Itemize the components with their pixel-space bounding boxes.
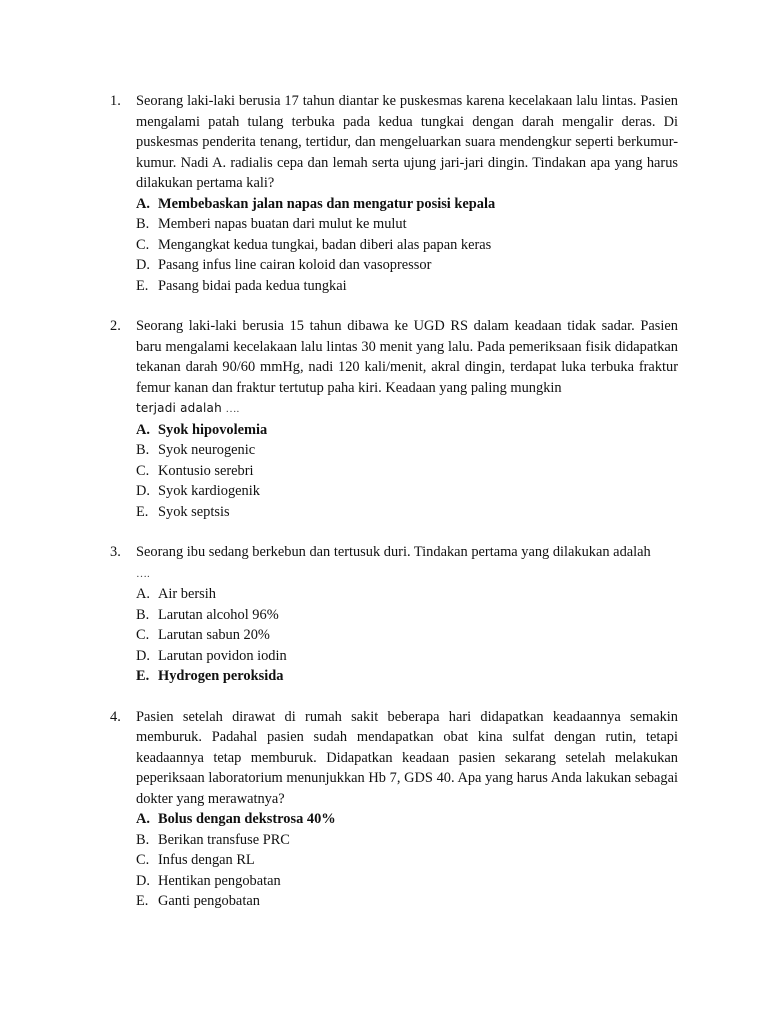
question-4 — [110, 707, 678, 912]
option-letter: C. — [136, 236, 150, 253]
option-e — [136, 891, 678, 912]
answer-blank: …. — [136, 567, 150, 580]
question-number: 2. — [110, 318, 121, 334]
option-letter: B. — [136, 216, 150, 232]
question-text-body: Seorang ibu sedang berkebun dan tertusuk duri. Tindakan pertama yang dilakukan adalah — [136, 544, 651, 560]
option-letter: B. — [136, 442, 150, 458]
option-text: Larutan alcohol 96% — [158, 606, 279, 623]
option-list — [136, 194, 678, 297]
option-list — [136, 584, 678, 687]
option-text: Larutan povidon iodin — [158, 647, 287, 664]
option-letter: A. — [136, 586, 150, 602]
question-text: Pasien setelah dirawat di rumah sakit beberapa hari didapatkan keadaannya semakin memburuk. Padahal pasien sudah mendapatkan obat kina sulfat dengan rutin, tetapi keadaannya tetap memburuk. Didapatkan keadaan pasien sekarang setelah melakukan peperiksaan laboratorium menunjukkan Hb 7, GDS 40. Apa yang harus Anda lakukan sebagai dokter yang merawatnya? — [136, 708, 678, 807]
option-text: Hydrogen peroksida — [158, 668, 284, 684]
option-letter: E. — [136, 503, 149, 520]
option-text: Hentikan pengobatan — [158, 872, 281, 889]
answer-blank: …. — [225, 403, 240, 415]
question-number: 4. — [110, 708, 121, 725]
option-letter: A. — [136, 195, 150, 212]
option-text: Berikan transfuse PRC — [158, 831, 290, 848]
option-b — [136, 440, 678, 461]
option-letter: B. — [136, 831, 150, 848]
option-b — [136, 214, 678, 235]
option-text: Syok kardiogenik — [158, 483, 260, 499]
option-text: Kontusio serebri — [158, 462, 254, 479]
option-letter: A. — [136, 421, 150, 438]
option-text: Syok hipovolemia — [158, 421, 268, 438]
option-a-correct — [136, 194, 678, 215]
option-letter: E. — [136, 893, 149, 909]
option-d — [136, 871, 678, 892]
question-text — [136, 316, 678, 420]
option-d — [136, 646, 678, 667]
question-text: Seorang laki-laki berusia 17 tahun diantar ke puskesmas karena kecelakaan lalu lintas. Pasien mengalami patah tulang terbuka pada kedua tungkai dengan darah mengalir deras. Di puskesmas penderita tenang, tertidur, dan mengeluarkan suara mendengkur seperti berkumur-kumur. Nadi A. radialis cepa dan lemah serta ujung jari-jari dingin. Tindakan apa yang harus dilakukan pertama kali? — [136, 93, 678, 191]
option-letter: B. — [136, 606, 150, 623]
option-a-correct — [136, 809, 678, 830]
option-e — [136, 502, 678, 523]
option-text: Ganti pengobatan — [158, 893, 260, 909]
option-letter: D. — [136, 483, 150, 499]
question-2 — [110, 316, 678, 522]
option-c — [136, 850, 678, 871]
option-list — [136, 420, 678, 523]
option-letter: C. — [136, 852, 150, 868]
option-e — [136, 276, 678, 297]
option-d — [136, 255, 678, 276]
option-text: Syok neurogenic — [158, 442, 256, 458]
option-text: Larutan sabun 20% — [158, 627, 270, 643]
question-1 — [110, 91, 678, 296]
option-a-correct — [136, 420, 678, 441]
option-letter: D. — [136, 257, 150, 273]
option-b — [136, 830, 678, 851]
option-list — [136, 809, 678, 912]
option-letter: C. — [136, 462, 150, 479]
option-c — [136, 461, 678, 482]
option-text: Memberi napas buatan dari mulut ke mulut — [158, 216, 407, 232]
option-text: Pasang infus line cairan koloid dan vasopressor — [158, 257, 432, 273]
option-text: Bolus dengan dekstrosa 40% — [158, 811, 336, 827]
option-b — [136, 605, 678, 626]
option-letter: E. — [136, 277, 149, 294]
question-list — [110, 91, 678, 932]
question-number: 3. — [110, 544, 121, 560]
option-letter: D. — [136, 647, 150, 664]
option-text: Pasang bidai pada kedua tungkai — [158, 277, 347, 294]
question-text-body: Seorang laki-laki berusia 15 tahun dibawa ke UGD RS dalam keadaan tidak sadar. Pasien baru mengalami kecelakaan lalu lintas 30 menit yang lalu. Pada pemeriksaan fisik didapatkan tekanan darah 90/60 mmHg, nadi 120 kali/menit, akral dingin, terdapat luka terbuka fraktur femur kanan dan fraktur tertutup paha kiri. Keadaan yang paling mungkin — [136, 318, 678, 396]
option-text: Air bersih — [158, 586, 216, 602]
option-e-correct — [136, 666, 678, 687]
option-d — [136, 481, 678, 502]
option-letter: D. — [136, 872, 150, 889]
option-letter: E. — [136, 668, 150, 684]
option-text: Infus dengan RL — [158, 852, 255, 868]
option-text: Mengangkat kedua tungkai, badan diberi alas papan keras — [158, 236, 492, 253]
option-text: Membebaskan jalan napas dan mengatur posisi kepala — [158, 195, 496, 212]
question-3 — [110, 542, 678, 687]
question-text — [136, 542, 678, 584]
question-text-end: terjadi adalah — [136, 401, 222, 415]
option-a — [136, 584, 678, 605]
option-c — [136, 235, 678, 256]
question-number: 1. — [110, 93, 121, 109]
option-letter: A. — [136, 811, 150, 827]
option-letter: C. — [136, 627, 150, 643]
option-c — [136, 625, 678, 646]
option-text: Syok septsis — [158, 503, 230, 520]
